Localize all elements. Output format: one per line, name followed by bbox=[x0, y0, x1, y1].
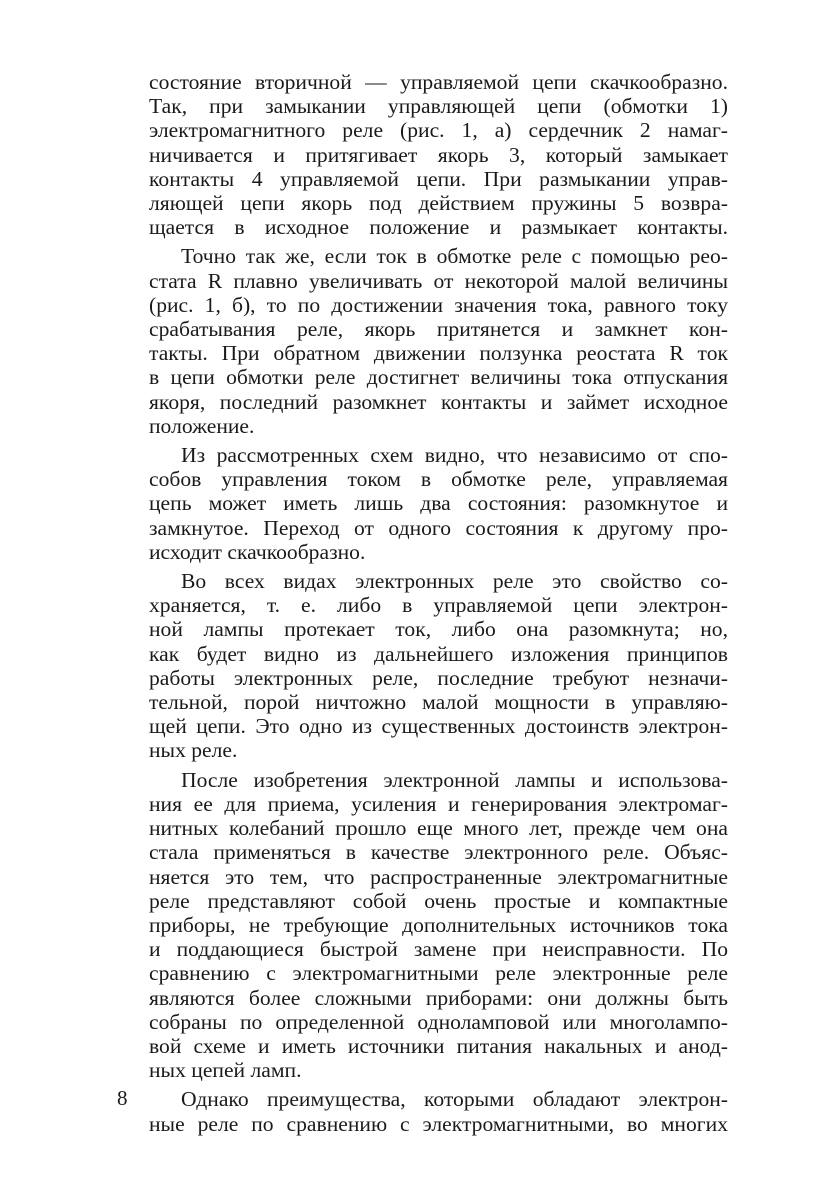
text-line: ных реле. bbox=[149, 738, 238, 763]
text-line: храняется, т. е. либо в управляемой цепи электрон- bbox=[149, 593, 728, 618]
text-line: такты. При обратном движении ползунка реостата R ток bbox=[149, 341, 728, 366]
text-line: состояние вторичной — управляемой цепи скачкообразно. bbox=[149, 70, 728, 94]
text-line: ния ее для приема, усиления и генерирования электромаг- bbox=[149, 791, 728, 816]
text-line: щается в исходное положение и размыкает контакты. bbox=[149, 215, 728, 240]
text-line: работы электронных реле, последние требуют незначи- bbox=[149, 665, 728, 690]
text-line: якоря, последний разомкнет контакты и займет исходное bbox=[149, 389, 728, 414]
paragraph bbox=[117, 1087, 728, 1135]
text-line: вой схеме и иметь источники питания накальных и анод- bbox=[149, 1033, 728, 1058]
text-line: положение. bbox=[149, 413, 255, 438]
text-line: реле представляют собой очень простые и компактные bbox=[149, 888, 728, 913]
text-line: Однако преимущества, которыми обладают электрон- bbox=[181, 1087, 728, 1112]
text-line: стала применяться в качестве электронного реле. Объяс- bbox=[149, 840, 728, 865]
text-line: контакты 4 управляемой цепи. При размыкании управ- bbox=[149, 166, 728, 191]
text-line: в цепи обмотки реле достигнет величины тока отпускания bbox=[149, 365, 728, 390]
text-line: Так, при замыкании управляющей цепи (обмотки 1) bbox=[149, 94, 728, 119]
paragraph bbox=[117, 244, 728, 438]
text-line: ничивается и притягивает якорь 3, который замыкает bbox=[149, 142, 728, 167]
text-line: (рис. 1, б), то по достижении значения тока, равного току bbox=[149, 292, 728, 317]
text-line: После изобретения электронной лампы и использова- bbox=[181, 767, 728, 792]
page-number: 8 bbox=[117, 1086, 128, 1110]
text-line: ляющей цепи якорь под действием пружины 5 возвра- bbox=[149, 191, 728, 216]
text-line: являются более сложными приборами: они должны быть bbox=[149, 985, 728, 1010]
text-line: тельной, порой ничтожно малой мощности в управляю- bbox=[149, 690, 728, 715]
text-line: Точно так же, если ток в обмотке реле с помощью рео- bbox=[181, 244, 728, 269]
text-line: собов управления током в обмотке реле, управляемая bbox=[149, 467, 728, 492]
paragraph bbox=[117, 569, 728, 763]
text-line: ных цепей ламп. bbox=[149, 1058, 302, 1083]
text-line: щей цепи. Это одно из существенных достоинств электрон- bbox=[149, 714, 728, 739]
text-line: ной лампы протекает ток, либо она разомкнута; но, bbox=[149, 617, 728, 642]
paragraph bbox=[117, 70, 728, 239]
text-line: стата R плавно увеличивать от некоторой малой величины bbox=[149, 268, 728, 293]
text-line: срабатывания реле, якорь притянется и замкнет кон- bbox=[149, 317, 728, 342]
text-line: собраны по определенной одноламповой или многолампо- bbox=[149, 1009, 728, 1034]
text-line: сравнению с электромагнитными реле электронные реле bbox=[149, 961, 728, 986]
text-line: исходит скачкообразно. bbox=[149, 539, 366, 564]
text-line: Из рассмотренных схем видно, что независимо от спо- bbox=[181, 443, 728, 468]
text-line: замкнутое. Переход от одного состояния к другому про- bbox=[149, 515, 728, 540]
text-line: как будет видно из дальнейшего изложения принципов bbox=[149, 641, 728, 666]
text-line: электромагнитного реле (рис. 1, а) сердечник 2 намаг- bbox=[149, 118, 728, 143]
paragraph bbox=[117, 443, 728, 564]
text-line: ные реле по сравнению с электромагнитными, во многих bbox=[149, 1111, 728, 1136]
text-line: и поддающиеся быстрой замене при неисправности. По bbox=[149, 937, 728, 962]
text-line: Во всех видах электронных реле это свойство со- bbox=[181, 569, 728, 594]
text-line: няется это тем, что распространенные электромагнитные bbox=[149, 864, 728, 889]
page-body bbox=[117, 70, 728, 1141]
text-line: нитных колебаний прошло еще много лет, прежде чем она bbox=[149, 816, 728, 841]
paragraph bbox=[117, 768, 728, 1083]
text-line: приборы, не требующие дополнительных источников тока bbox=[149, 912, 728, 937]
text-line: цепь может иметь лишь два состояния: разомкнутое и bbox=[149, 491, 728, 516]
